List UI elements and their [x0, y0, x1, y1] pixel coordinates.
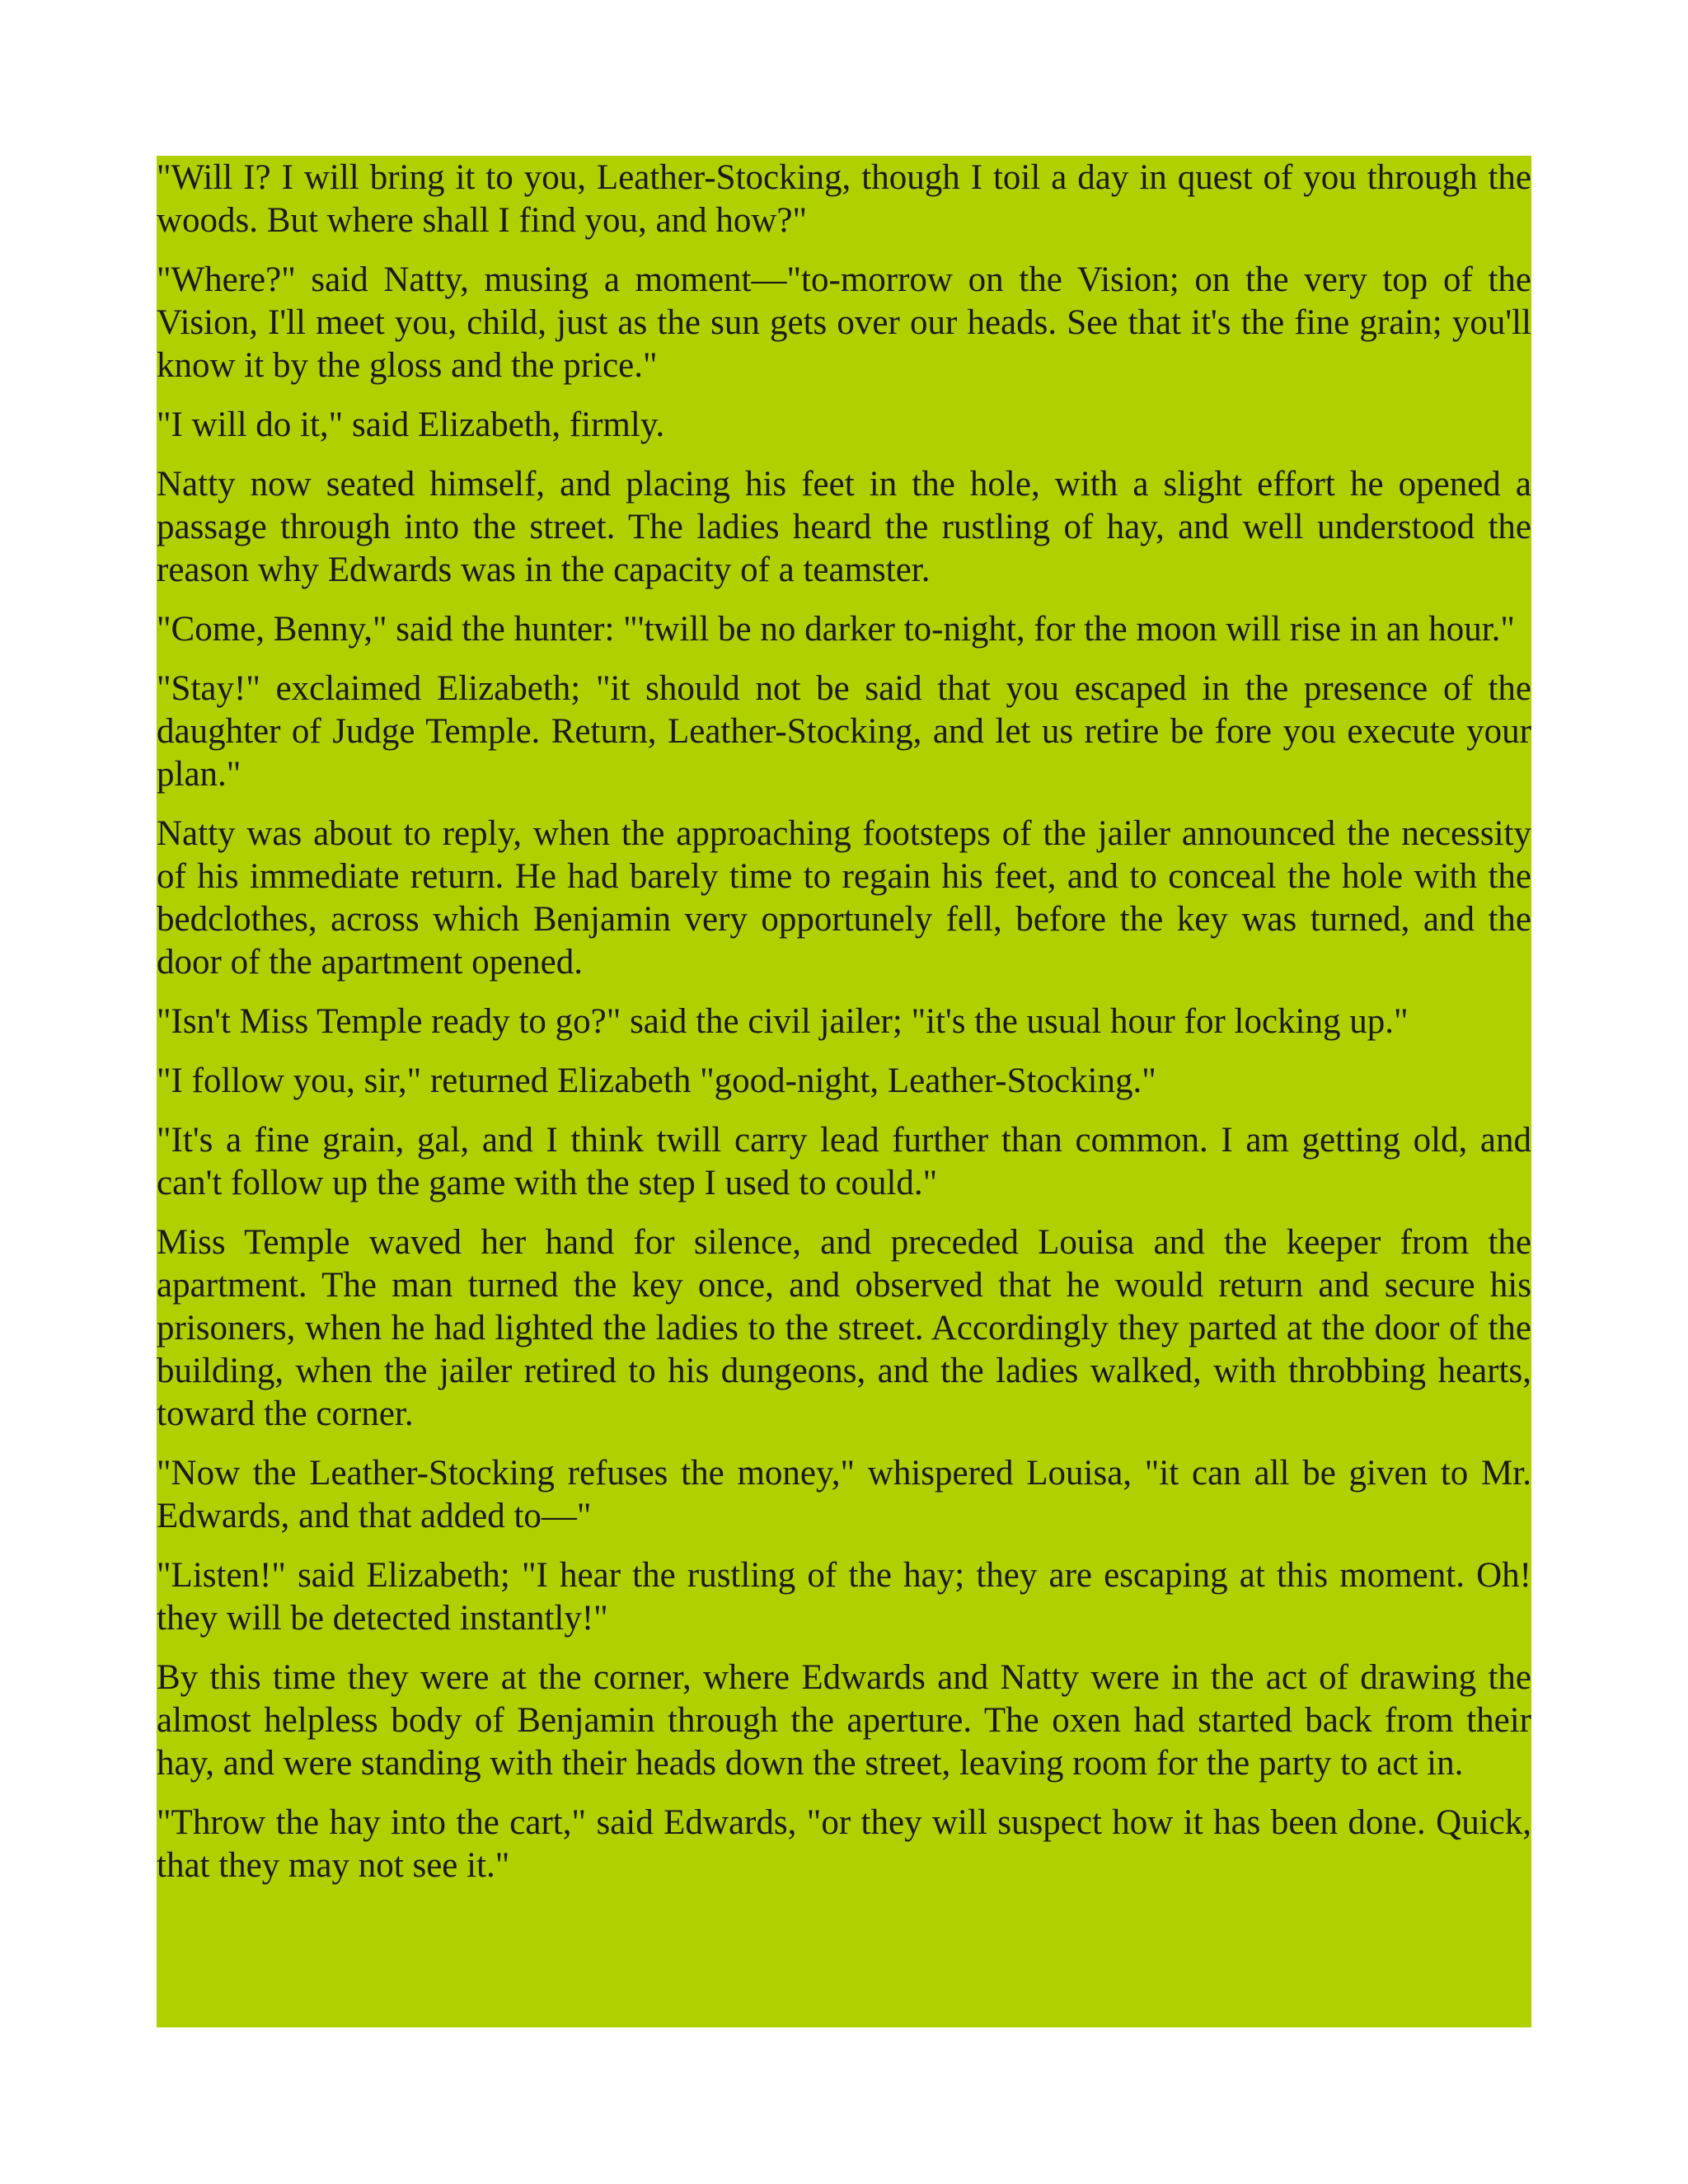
- paragraph-9: "I follow you, sir," returned Elizabeth "good-night, Leather-Stocking.": [157, 1062, 1156, 1100]
- paragraph-13: "Listen!" said Elizabeth; "I hear the rustling of the hay; they are escaping at this moment. Oh! they will be detected instantly!": [157, 1556, 1531, 1638]
- paragraph-11: Miss Temple waved her hand for silence, and preceded Louisa and the keeper from the apartment. The man turned the key once, and observed that he would return and secure his prisoners, when he had lighted the ladies to the street. Accordingly they parted at the door of the building, when the jailer retired to his dungeons, and the ladies walked, with throbbing hearts, toward the corner.: [157, 1223, 1531, 1433]
- paragraph-3: "I will do it," said Elizabeth, firmly.: [157, 405, 665, 444]
- paragraph-2: "Where?" said Natty, musing a moment—"to-morrow on the Vision; on the very top of the Vision, I'll meet you, child, just as the sun gets over our heads. See that it's the fine grain; you'll know it by the gloss and the price.": [157, 260, 1531, 385]
- paragraph-10: "It's a fine grain, gal, and I think twill carry lead further than common. I am getting old, and can't follow up the game with the step I used to could.": [157, 1121, 1531, 1202]
- paragraph-1: "Will I? I will bring it to you, Leather-Stocking, though I toil a day in quest of you through the woods. But where shall I find you, and how?": [157, 158, 1531, 240]
- paragraph-5: "Come, Benny," said the hunter: "'twill be no darker to-night, for the moon will rise in an hour.": [157, 610, 1515, 649]
- paragraph-7: Natty was about to reply, when the approaching footsteps of the jailer announced the necessity of his immediate return. He had barely time to regain his feet, and to conceal the hole with the bedclothes, across which Benjamin very opportunely fell, before the key was turned, and the door of the apartment opened.: [157, 814, 1531, 982]
- paragraph-14: By this time they were at the corner, where Edwards and Natty were in the act of drawing the almost helpless body of Benjamin through the aperture. The oxen had started back from their hay, and were standing with their heads down the street, leaving room for the party to act in.: [157, 1658, 1531, 1783]
- paragraph-8: "Isn't Miss Temple ready to go?" said the civil jailer; "it's the usual hour for locking up.": [157, 1002, 1409, 1041]
- paragraph-6: "Stay!" exclaimed Elizabeth; "it should not be said that you escaped in the presence of the daughter of Judge Temple. Return, Leather-Stocking, and let us retire be fore you execute your plan.": [157, 669, 1531, 794]
- paragraph-12: "Now the Leather-Stocking refuses the money," whispered Louisa, "it can all be given to Mr. Edwards, and that added to—": [157, 1454, 1531, 1535]
- text-block: [157, 156, 1531, 2027]
- paragraph-15: "Throw the hay into the cart," said Edwards, "or they will suspect how it has been done. Quick, that they may not see it.": [157, 1803, 1531, 1885]
- paragraph-4: Natty now seated himself, and placing his feet in the hole, with a slight effort he opened a passage through into the street. The ladies heard the rustling of hay, and well understood the reason why Edwards was in the capacity of a teamster.: [157, 465, 1531, 589]
